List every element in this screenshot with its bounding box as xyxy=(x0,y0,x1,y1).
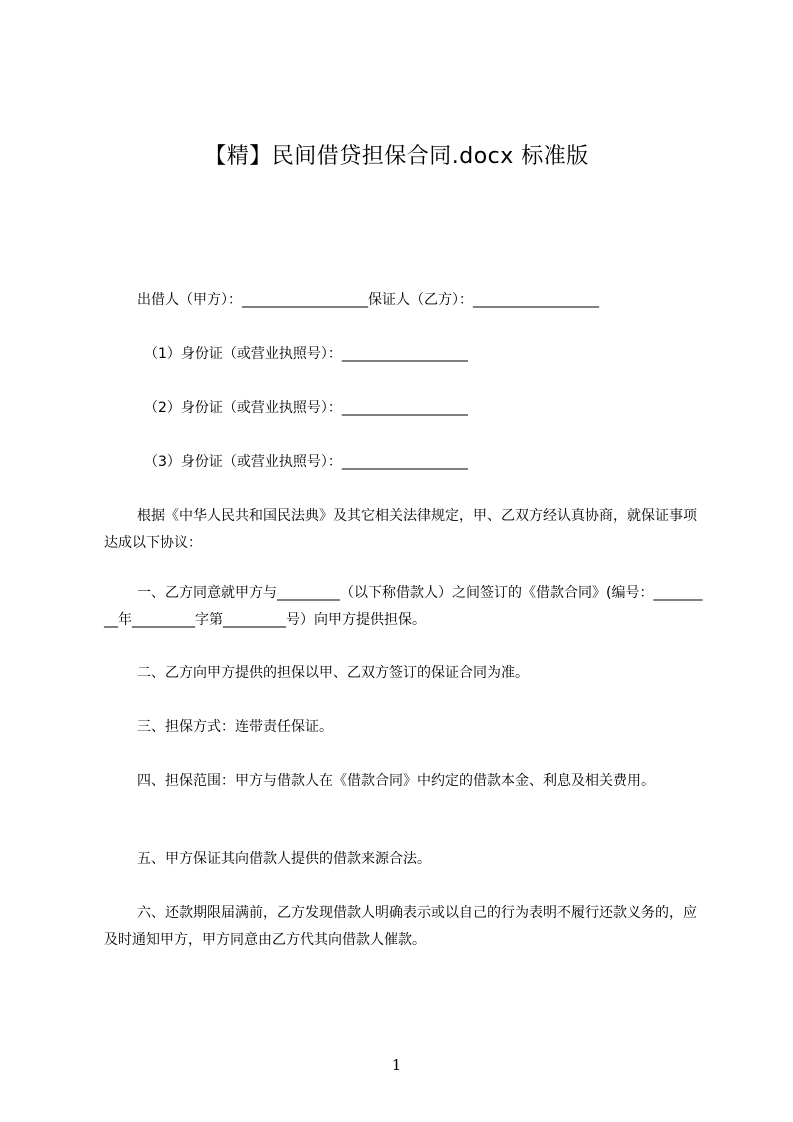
clause-1: 一、乙方同意就甲方与_________（以下称借款人）之间签订的《借款合同》(编号：_________年_________字第_________号）向甲方提供担保。 xyxy=(104,585,703,628)
id-line-3: （3）身份证（或营业执照号）：__________________ xyxy=(144,454,468,470)
clause-6: 六、还款期限届满前，乙方发现借款人明确表示或以自己的行为表明不履行还款义务的，应及时通知甲方，甲方同意由乙方代其向借款人催款。 xyxy=(104,905,697,948)
id-line-2: （2）身份证（或营业执照号）：__________________ xyxy=(144,400,468,416)
document-title: 【精】民间借贷担保合同.docx 标准版 xyxy=(204,144,589,169)
party-info-line: 出借人（甲方）：__________________保证人（乙方）：__________________ xyxy=(137,292,599,308)
page-number: 1 xyxy=(391,1056,402,1074)
clause-2: 二、乙方向甲方提供的担保以甲、乙双方签订的保证合同为准。 xyxy=(137,665,529,681)
clause-3: 三、担保方式：连带责任保证。 xyxy=(137,719,333,735)
preamble-paragraph: 根据《中华人民共和国民法典》及其它相关法律规定，甲、乙双方经认真协商，就保证事项达成以下协议： xyxy=(104,508,697,551)
id-line-1: （1）身份证（或营业执照号）：__________________ xyxy=(144,346,468,362)
clause-4: 四、担保范围：甲方与借款人在《借款合同》中约定的借款本金、利息及相关费用。 xyxy=(137,773,655,789)
clause-5: 五、甲方保证其向借款人提供的借款来源合法。 xyxy=(137,851,431,867)
